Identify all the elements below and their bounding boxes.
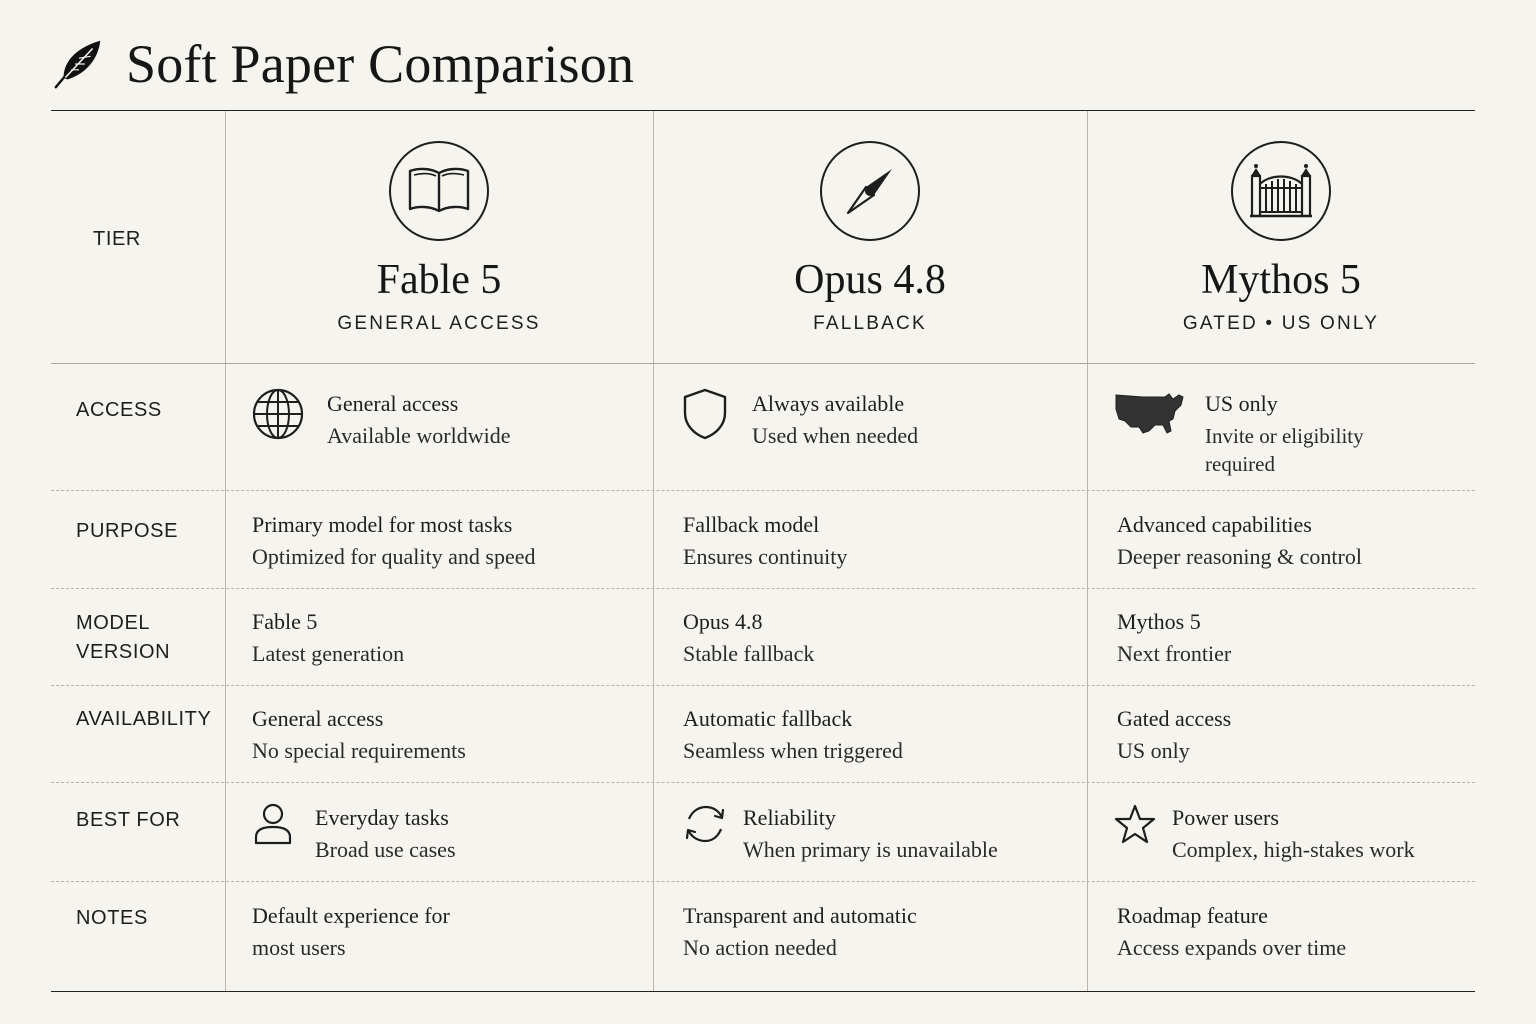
row-label-version: VERSION [76, 641, 171, 663]
access-cell-fable [327, 388, 510, 452]
row-divider [51, 490, 1475, 491]
cell-title: Advanced capabilities [1117, 512, 1312, 537]
availability-cell-fable [252, 703, 466, 767]
tier-subtitle: FALLBACK [813, 313, 927, 334]
cell-detail: Stable fallback [683, 641, 815, 666]
cell-title: Power users [1172, 805, 1279, 830]
globe-icon [251, 387, 305, 441]
tier-name: Opus 4.8 [794, 257, 946, 303]
notes-cell-mythos [1117, 900, 1346, 964]
tier-header-opus [653, 141, 1087, 335]
model-version-cell-mythos [1117, 606, 1231, 670]
cell-detail: most users [252, 935, 346, 960]
row-label-best-for: BEST FOR [76, 809, 181, 831]
best-for-cell-opus [743, 802, 998, 866]
tier-icon-circle [389, 141, 489, 241]
cell-detail: Available worldwide [327, 423, 511, 448]
cell-title: Fallback model [683, 512, 820, 537]
page-header [50, 28, 634, 100]
cell-title: Default experience for [252, 903, 450, 928]
cell-detail: Latest generation [252, 641, 405, 666]
page-title: Soft Paper Comparison [126, 34, 635, 94]
cell-title: Roadmap feature [1117, 903, 1268, 928]
notes-cell-fable [252, 900, 450, 964]
cell-title: Always available [752, 391, 905, 416]
cell-title: Reliability [743, 805, 836, 830]
purpose-cell-fable [252, 509, 535, 573]
us-map-icon [1113, 391, 1189, 439]
cell-detail: Complex, high-stakes work [1172, 837, 1415, 862]
cell-title: Transparent and automatic [683, 903, 917, 928]
cell-title: General access [252, 706, 384, 731]
cell-detail: Seamless when triggered [683, 738, 903, 763]
cell-title: Everyday tasks [315, 805, 449, 830]
cell-title: Opus 4.8 [683, 609, 763, 634]
compass-icon [840, 161, 900, 221]
cell-detail: Next frontier [1117, 641, 1232, 666]
cell-detail: No action needed [683, 935, 837, 960]
cell-detail: No special requirements [252, 738, 466, 763]
cell-detail: Deeper reasoning & control [1117, 544, 1362, 569]
row-divider [51, 782, 1475, 783]
tier-icon-circle [1231, 141, 1331, 241]
cell-detail: US only [1117, 738, 1190, 763]
cell-title: Automatic fallback [683, 706, 853, 731]
gate-icon [1248, 162, 1314, 220]
availability-cell-opus [683, 703, 903, 767]
purpose-cell-mythos [1117, 509, 1362, 573]
cell-detail: Ensures continuity [683, 544, 848, 569]
cell-title: Gated access [1117, 706, 1232, 731]
shield-icon [681, 387, 729, 441]
cell-detail: Invite or eligibility [1205, 424, 1364, 448]
tier-subtitle: GATED • US ONLY [1182, 313, 1380, 334]
row-divider [51, 685, 1475, 686]
row-label-availability: AVAILABILITY [76, 708, 212, 730]
row-divider [51, 881, 1475, 882]
tier-name: Mythos 5 [1201, 257, 1361, 303]
access-cell-mythos [1205, 388, 1364, 478]
cell-title: General access [327, 391, 459, 416]
best-for-cell-fable [315, 802, 456, 866]
tier-icon-circle [820, 141, 920, 241]
purpose-cell-opus [683, 509, 847, 573]
best-for-cell-mythos [1172, 802, 1415, 866]
feather-icon [50, 35, 108, 93]
comparison-table [51, 110, 1475, 992]
cell-title: Fable 5 [252, 609, 318, 634]
row-divider [51, 588, 1475, 589]
availability-cell-mythos [1117, 703, 1231, 767]
tier-subtitle: GENERAL ACCESS [337, 313, 541, 334]
cell-detail: required [1205, 452, 1275, 476]
cell-detail: Optimized for quality and speed [252, 544, 536, 569]
row-label-access: ACCESS [76, 399, 162, 421]
model-version-cell-opus [683, 606, 814, 670]
tier-header-fable [225, 141, 653, 335]
tier-header-mythos [1087, 141, 1475, 335]
star-icon [1113, 803, 1157, 845]
cell-detail: Access expands over time [1117, 935, 1347, 960]
person-icon [253, 803, 293, 845]
cell-title: Primary model for most tasks [252, 512, 513, 537]
row-label-tier: TIER [93, 228, 141, 250]
cell-detail: Used when needed [752, 423, 919, 448]
row-divider [51, 363, 1475, 364]
row-label-notes: NOTES [76, 907, 148, 929]
row-label-model: MODEL [76, 612, 151, 634]
refresh-icon [681, 803, 729, 845]
tier-name: Fable 5 [376, 257, 502, 303]
cell-title: Mythos 5 [1117, 609, 1201, 634]
cell-detail: When primary is unavailable [743, 837, 998, 862]
open-book-icon [406, 165, 472, 217]
cell-detail: Broad use cases [315, 837, 456, 862]
notes-cell-opus [683, 900, 917, 964]
row-label-purpose: PURPOSE [76, 520, 179, 542]
model-version-cell-fable [252, 606, 404, 670]
cell-title: US only [1205, 391, 1278, 416]
access-cell-opus [752, 388, 918, 452]
